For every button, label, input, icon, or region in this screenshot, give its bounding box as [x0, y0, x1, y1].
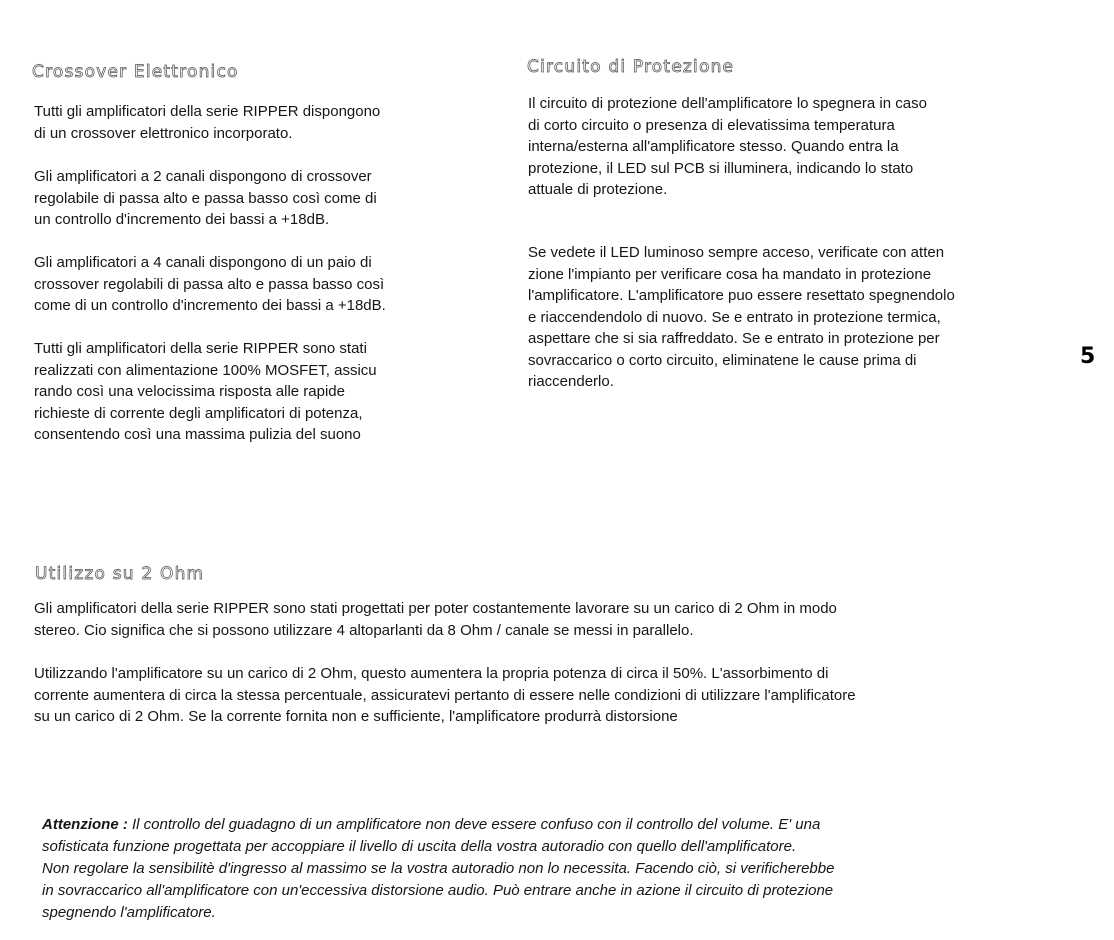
text-line: regolabile di passa alto e passa basso così come di [34, 189, 377, 207]
text-line: e riaccendendolo di nuovo. Se e entrato in protezione termica, [528, 308, 941, 326]
crossover-paragraph [34, 101, 380, 144]
text-line: Tutti gli amplificatori della serie RIPPER dispongono [34, 103, 381, 120]
text-line: Il circuito di protezione dell'amplificatore lo spegnera in caso [528, 95, 927, 112]
text-line: Gli amplificatori a 4 canali dispongono di un paio di [34, 254, 372, 271]
crossover-paragraph [34, 252, 386, 317]
warning-text: Il controllo del guadagno di un amplificatore non deve essere confuso con il controllo del volume. E' una [127, 816, 821, 833]
page-number: 5 [1080, 344, 1096, 369]
warning-line: in sovraccarico all'amplificatore con un'eccessiva distorsione audio. Può entrare anche in azione il circuito di protezione [42, 882, 834, 899]
text-line: realizzati con alimentazione 100% MOSFET, assicu [34, 361, 377, 379]
text-line: Tutti gli amplificatori della serie RIPPER sono stati [34, 340, 367, 357]
warning-first-line [42, 814, 834, 836]
warning-note [42, 814, 834, 924]
warning-line: sofisticata funzione progettata per accoppiare il livello di uscita della vostra autoradio con quello dell'amplificatore. [42, 838, 797, 855]
warning-label: Attenzione : [42, 816, 128, 833]
text-line: sovraccarico o corto circuito, eliminatene le cause prima di [528, 351, 917, 369]
text-line: consentendo così una massima pulizia del suono [34, 426, 361, 443]
text-line: protezione, il LED sul PCB si illuminera, indicando lo stato [528, 159, 914, 177]
crossover-paragraph [34, 166, 377, 231]
text-line: un controllo d'incremento dei bassi a +18dB. [34, 211, 330, 228]
text-line: attuale di protezione. [528, 181, 668, 198]
text-line: su un carico di 2 Ohm. Se la corrente fornita non e sufficiente, l'amplificatore produrrà distorsione [34, 708, 678, 725]
text-line: riaccenderlo. [528, 373, 614, 390]
text-line: stereo. Cio significa che si possono utilizzare 4 altoparlanti da 8 Ohm / canale se messi in parallelo. [34, 621, 694, 639]
text-line: aspettare che si sia raffreddato. Se e entrato in protezione per [528, 330, 940, 347]
text-line: Utilizzando l'amplificatore su un carico di 2 Ohm, questo aumentera la propria potenza di circa il 50%. L'assorbimento di [34, 665, 829, 682]
text-line: rando così una velocissima risposta alle rapide [34, 383, 345, 400]
section-heading-2-ohm: Utilizzo su 2 Ohm [35, 564, 205, 584]
text-line: di corto circuito o presenza di elevatissima temperatura [528, 116, 895, 134]
crossover-paragraph [34, 338, 377, 446]
warning-line: Non regolare la sensibilitè d'ingresso al massimo se la vostra autoradio non lo necessita. Facendo ciò, si verificherebbe [42, 860, 835, 877]
warning-line: spegnendo l'amplificatore. [42, 904, 216, 921]
section-heading-crossover: Crossover Elettronico [32, 62, 239, 82]
text-line: zione l'impianto per verificare cosa ha mandato in protezione [528, 265, 932, 283]
protezione-paragraph [528, 93, 927, 201]
text-line: Gli amplificatori della serie RIPPER sono stati progettati per poter costantemente lavorare su un carico di 2 Ohm in modo [34, 600, 837, 617]
text-line: come di un controllo d'incremento dei bassi a +18dB. [34, 297, 386, 314]
text-line: crossover regolabili di passa alto e passa basso così [34, 275, 385, 293]
text-line: Se vedete il LED luminoso sempre acceso, verificate con atten [528, 244, 945, 261]
ohm-paragraph [34, 663, 856, 728]
protezione-paragraph [528, 242, 955, 393]
text-line: Gli amplificatori a 2 canali dispongono di crossover [34, 168, 372, 185]
text-line: richieste di corrente degli amplificatori di potenza, [34, 404, 363, 422]
text-line: corrente aumentera di circa la stessa percentuale, assicuratevi pertanto di essere nelle condizioni di utilizzare l'amplificatore [34, 686, 856, 704]
text-line: l'amplificatore. L'amplificatore puo essere resettato spegnendolo [528, 287, 955, 304]
section-heading-protezione: Circuito di Protezione [527, 57, 735, 77]
ohm-paragraph [34, 598, 837, 641]
text-line: interna/esterna all'amplificatore stesso. Quando entra la [528, 138, 899, 155]
text-line: di un crossover elettronico incorporato. [34, 124, 293, 142]
